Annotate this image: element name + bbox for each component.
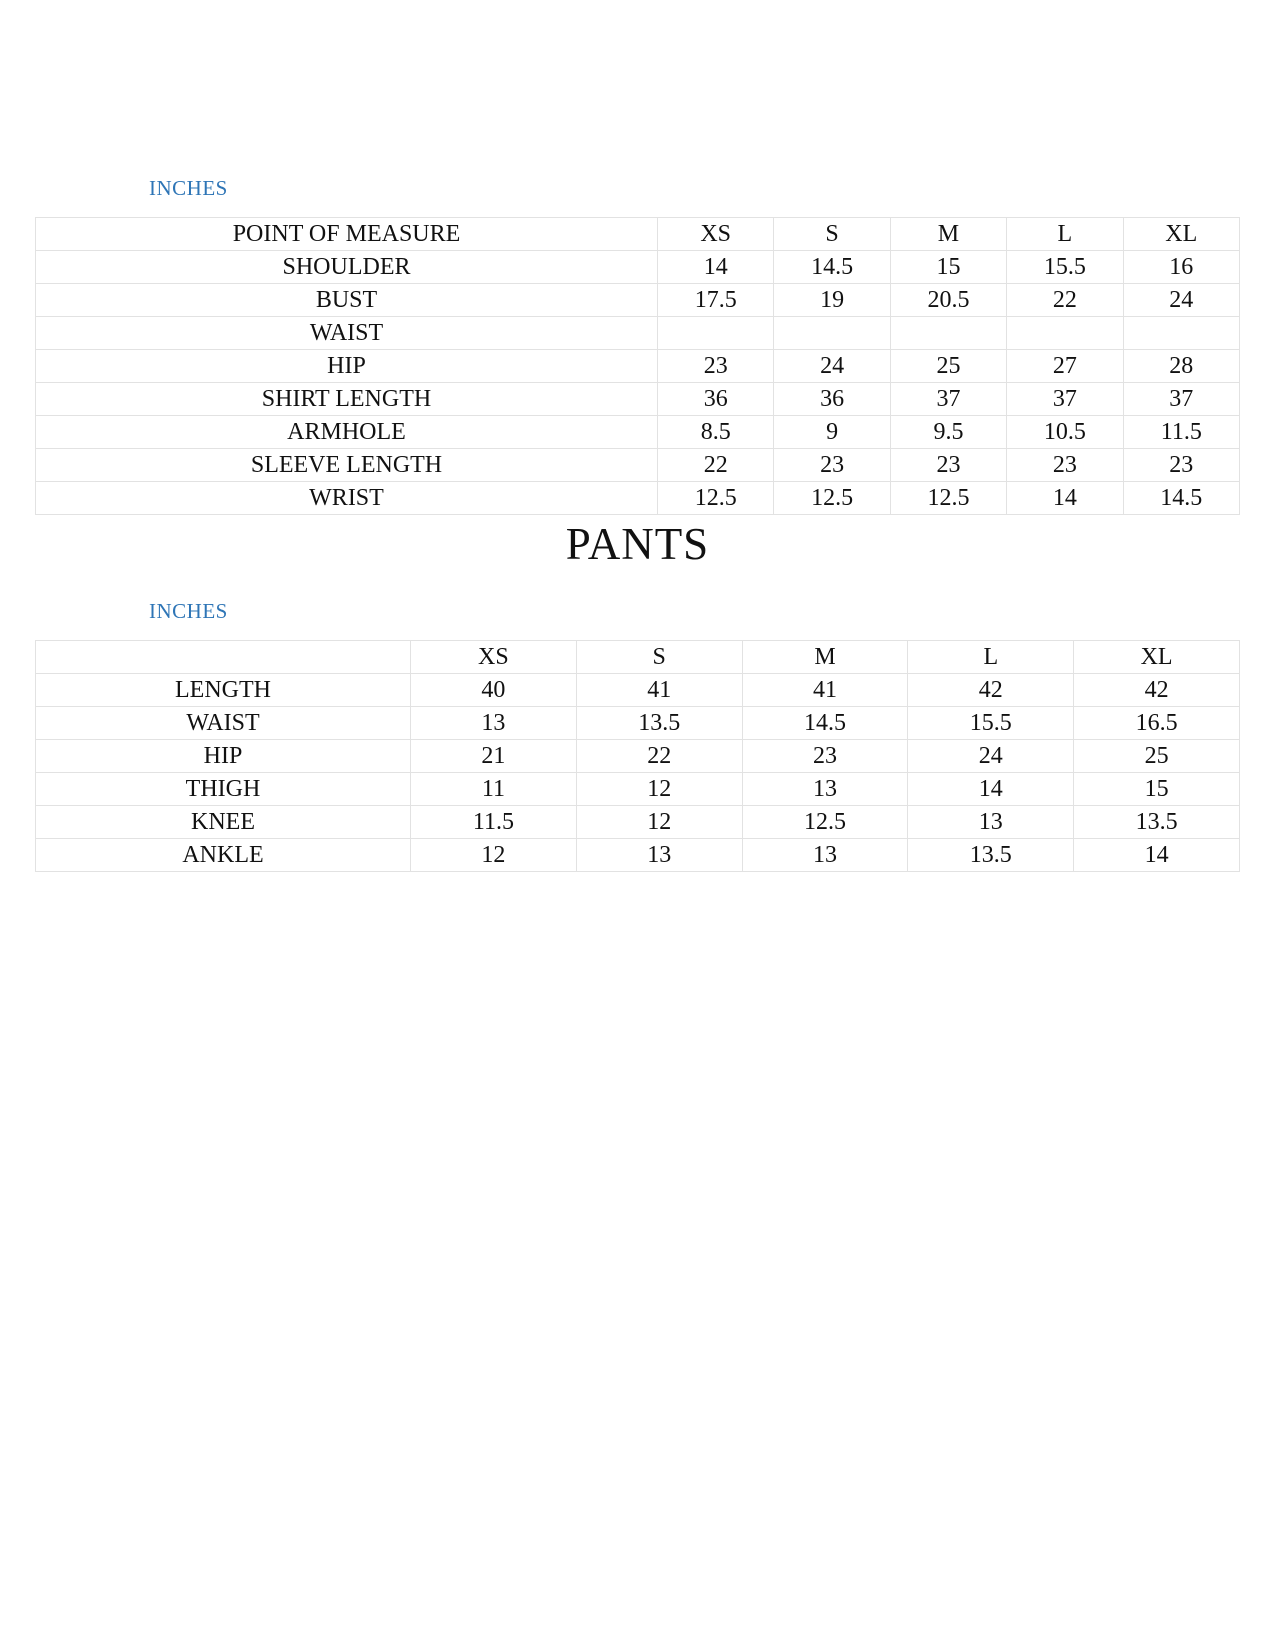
top-measure-value: 36 [774, 383, 890, 416]
pants-measure-value: 11.5 [411, 806, 577, 839]
pants-header-label [36, 641, 411, 674]
top-size-header: XS [658, 218, 774, 251]
table-row [36, 707, 1240, 740]
top-measure-value: 27 [1007, 350, 1123, 383]
pants-measure-value: 41 [576, 674, 742, 707]
top-measure-value: 12.5 [774, 482, 890, 515]
table-row [36, 383, 1240, 416]
top-measure-value: 10.5 [1007, 416, 1123, 449]
top-measure-value [890, 317, 1006, 350]
pants-measure-value: 13 [908, 806, 1074, 839]
top-units-label: INCHES [149, 176, 228, 200]
pants-measure-label: KNEE [36, 806, 411, 839]
pants-measure-value: 12 [576, 773, 742, 806]
top-measure-value: 23 [1123, 449, 1239, 482]
table-row [36, 317, 1240, 350]
pants-measure-label: WAIST [36, 707, 411, 740]
pants-measure-value: 12 [411, 839, 577, 872]
pants-measure-value: 13.5 [908, 839, 1074, 872]
pants-measure-value: 13.5 [576, 707, 742, 740]
pants-measure-value: 16.5 [1074, 707, 1240, 740]
top-measure-value: 9.5 [890, 416, 1006, 449]
table-row [36, 251, 1240, 284]
pants-size-table [35, 640, 1240, 872]
pants-size-header: L [908, 641, 1074, 674]
top-measure-label: HIP [36, 350, 658, 383]
pants-units-label: INCHES [149, 599, 228, 623]
pants-measure-value: 15.5 [908, 707, 1074, 740]
pants-size-header: XL [1074, 641, 1240, 674]
top-measure-value [1007, 317, 1123, 350]
table-row [36, 740, 1240, 773]
top-measure-value: 12.5 [890, 482, 1006, 515]
pants-measure-value: 15 [1074, 773, 1240, 806]
top-measure-label: WRIST [36, 482, 658, 515]
pants-measure-value: 42 [908, 674, 1074, 707]
pants-size-header: XS [411, 641, 577, 674]
pants-size-header: S [576, 641, 742, 674]
top-measure-value: 19 [774, 284, 890, 317]
top-measure-value: 22 [1007, 284, 1123, 317]
top-header-row [36, 218, 1240, 251]
top-measure-value: 14 [658, 251, 774, 284]
top-measure-value: 9 [774, 416, 890, 449]
top-measure-value [1123, 317, 1239, 350]
top-measure-label: ARMHOLE [36, 416, 658, 449]
pants-measure-value: 13 [742, 839, 908, 872]
top-measure-value [774, 317, 890, 350]
top-measure-label: WAIST [36, 317, 658, 350]
pants-measure-value: 40 [411, 674, 577, 707]
pants-measure-value: 24 [908, 740, 1074, 773]
top-measure-value: 36 [658, 383, 774, 416]
pants-header-row [36, 641, 1240, 674]
pants-measure-value: 14 [1074, 839, 1240, 872]
pants-measure-label: THIGH [36, 773, 411, 806]
pants-measure-value: 23 [742, 740, 908, 773]
top-measure-value: 12.5 [658, 482, 774, 515]
top-measure-value: 16 [1123, 251, 1239, 284]
pants-measure-value: 12.5 [742, 806, 908, 839]
top-measure-value: 15 [890, 251, 1006, 284]
top-measure-label: SHIRT LENGTH [36, 383, 658, 416]
top-measure-value: 23 [658, 350, 774, 383]
pants-measure-value: 12 [576, 806, 742, 839]
top-measure-value: 37 [890, 383, 1006, 416]
table-row [36, 674, 1240, 707]
table-row [36, 482, 1240, 515]
top-measure-value: 15.5 [1007, 251, 1123, 284]
pants-size-header: M [742, 641, 908, 674]
top-measure-value: 28 [1123, 350, 1239, 383]
pants-section-title: PANTS [565, 519, 710, 569]
top-measure-value: 37 [1123, 383, 1239, 416]
pants-measure-value: 25 [1074, 740, 1240, 773]
pants-measure-value: 13 [411, 707, 577, 740]
top-measure-value: 22 [658, 449, 774, 482]
top-size-table [35, 217, 1240, 515]
top-header-label: POINT OF MEASURE [36, 218, 658, 251]
top-measure-value: 24 [1123, 284, 1239, 317]
top-size-header: S [774, 218, 890, 251]
top-measure-value: 17.5 [658, 284, 774, 317]
pants-measure-value: 13 [576, 839, 742, 872]
top-size-header: L [1007, 218, 1123, 251]
top-measure-label: BUST [36, 284, 658, 317]
top-measure-label: SLEEVE LENGTH [36, 449, 658, 482]
pants-measure-value: 14.5 [742, 707, 908, 740]
top-size-header: XL [1123, 218, 1239, 251]
table-row [36, 284, 1240, 317]
top-measure-value [658, 317, 774, 350]
top-measure-value: 14.5 [774, 251, 890, 284]
pants-measure-value: 21 [411, 740, 577, 773]
pants-measure-label: LENGTH [36, 674, 411, 707]
pants-measure-value: 13 [742, 773, 908, 806]
table-row [36, 839, 1240, 872]
top-measure-value: 8.5 [658, 416, 774, 449]
top-measure-value: 20.5 [890, 284, 1006, 317]
top-measure-value: 25 [890, 350, 1006, 383]
table-row [36, 350, 1240, 383]
table-row [36, 806, 1240, 839]
pants-measure-label: HIP [36, 740, 411, 773]
pants-measure-value: 42 [1074, 674, 1240, 707]
pants-measure-label: ANKLE [36, 839, 411, 872]
table-row [36, 416, 1240, 449]
table-row [36, 449, 1240, 482]
top-measure-value: 24 [774, 350, 890, 383]
top-measure-label: SHOULDER [36, 251, 658, 284]
table-row [36, 773, 1240, 806]
top-measure-value: 14 [1007, 482, 1123, 515]
pants-measure-value: 11 [411, 773, 577, 806]
pants-measure-value: 22 [576, 740, 742, 773]
pants-measure-value: 41 [742, 674, 908, 707]
pants-measure-value: 14 [908, 773, 1074, 806]
top-measure-value: 23 [1007, 449, 1123, 482]
top-measure-value: 11.5 [1123, 416, 1239, 449]
top-measure-value: 14.5 [1123, 482, 1239, 515]
top-measure-value: 23 [774, 449, 890, 482]
pants-measure-value: 13.5 [1074, 806, 1240, 839]
top-measure-value: 23 [890, 449, 1006, 482]
top-size-header: M [890, 218, 1006, 251]
top-measure-value: 37 [1007, 383, 1123, 416]
